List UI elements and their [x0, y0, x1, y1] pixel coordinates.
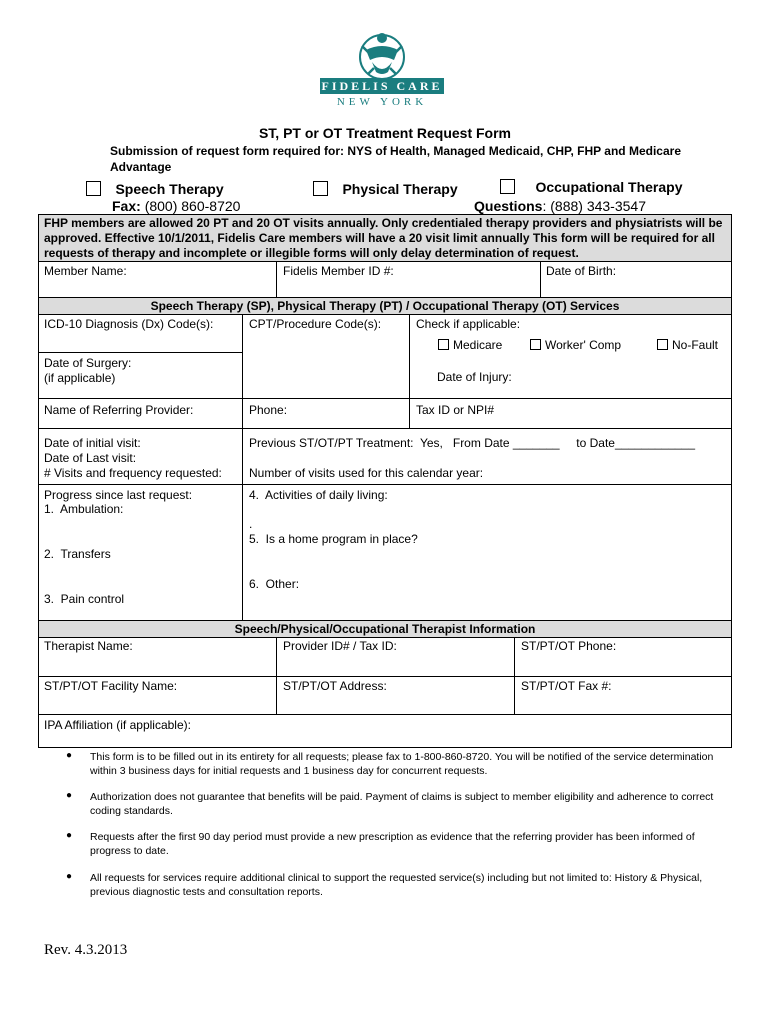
no-fault-label: No-Fault [672, 338, 719, 352]
pain-control-field[interactable]: 3. Pain control [44, 592, 125, 606]
table-rule [276, 637, 277, 714]
table-rule [38, 676, 732, 677]
table-rule [276, 261, 277, 298]
speech-therapy-checkbox[interactable] [86, 181, 101, 196]
other-field[interactable]: 6. Other: [249, 577, 300, 591]
date-of-surgery-field[interactable]: Date of Surgery: [44, 356, 132, 370]
speech-therapy-label: Speech Therapy [115, 180, 224, 197]
last-visit-field[interactable]: Date of Last visit: [44, 451, 137, 465]
speech-therapy-option[interactable] [86, 180, 224, 198]
table-rule [38, 352, 242, 353]
cpt-code-field[interactable]: CPT/Procedure Code(s): [249, 317, 382, 331]
table-rule [38, 714, 732, 715]
bullet-dot: ● [66, 790, 73, 801]
transfers-field[interactable]: 2. Transfers [44, 547, 111, 561]
table-rule [409, 314, 410, 428]
bullet-dot: ● [66, 830, 73, 841]
table-rule [38, 297, 732, 298]
bullet-item: This form is to be filled out in its entirety for all requests; please fax to 1-800-860-8720. You will be notified of the service determination within 3 business days for initial requests and 1 business day for concurrent requests. [90, 751, 714, 777]
workers-comp-option[interactable] [530, 338, 621, 353]
medicare-label: Medicare [453, 338, 503, 352]
fax-number: (800) 860-8720 [144, 198, 241, 214]
questions-number: : (888) 343-3547 [542, 198, 646, 214]
physical-therapy-label: Physical Therapy [342, 180, 458, 197]
table-rule [38, 261, 732, 262]
date-of-birth-field[interactable]: Date of Birth: [546, 264, 617, 278]
medicare-option[interactable] [438, 338, 502, 353]
table-rule [38, 214, 732, 215]
table-rule [38, 428, 732, 429]
subtitle: Submission of request form required for: NYS of Health, Managed Medicaid, CHP, FHP and Medicare Advantage [110, 144, 681, 174]
surgery-applicable-note: (if applicable) [44, 371, 116, 385]
table-border-left [38, 214, 39, 748]
ipa-affiliation-field[interactable]: IPA Affiliation (if applicable): [44, 718, 191, 732]
table-rule [242, 314, 243, 620]
table-rule [514, 637, 515, 714]
provider-id-field[interactable]: Provider ID# / Tax ID: [283, 639, 397, 653]
questions-line [474, 198, 646, 214]
previous-treatment-field[interactable]: Previous ST/OT/PT Treatment: Yes, From Date _______ to Date____________ [249, 436, 696, 450]
table-rule [38, 637, 732, 638]
table-border-right [731, 214, 732, 748]
bullet-item: Authorization does not guarantee that benefits will be paid. Payment of claims is subject to member eligibility and adherence to correct coding standards. [90, 791, 714, 817]
occupational-therapy-checkbox[interactable] [500, 179, 515, 194]
occupational-therapy-option[interactable] [500, 178, 683, 196]
page-title: ST, PT or OT Treatment Request Form [258, 125, 512, 141]
check-if-applicable-label: Check if applicable: [416, 317, 521, 331]
therapist-name-field[interactable]: Therapist Name: [44, 639, 133, 653]
member-name-field[interactable]: Member Name: [44, 264, 127, 278]
fidelis-care-people-circle-logo [316, 24, 448, 84]
therapist-header: Speech/Physical/Occupational Therapist Information [234, 622, 536, 636]
tax-id-field[interactable]: Tax ID or NPI# [416, 403, 495, 417]
bullet-dot: ● [66, 871, 73, 882]
fax-line [112, 198, 240, 214]
questions-label: Questions [474, 198, 543, 214]
services-header: Speech Therapy (SP), Physical Therapy (PT) / Occupational Therapy (OT) Services [150, 299, 620, 313]
table-rule [38, 484, 732, 485]
referring-phone-field[interactable]: Phone: [249, 403, 288, 417]
revision-label: Rev. 4.3.2013 [44, 942, 128, 958]
bullet-dot: ● [66, 750, 73, 761]
home-program-field[interactable]: 5. Is a home program in place? [249, 532, 418, 546]
table-rule [540, 261, 541, 298]
icd-code-field[interactable]: ICD-10 Diagnosis (Dx) Code(s): [44, 317, 214, 331]
visits-used-field[interactable]: Number of visits used for this calendar year: [249, 466, 484, 480]
progress-label: Progress since last request: [44, 488, 193, 502]
physical-therapy-checkbox[interactable] [313, 181, 328, 196]
bullet-item: Requests after the first 90 day period must provide a new prescription as evidence that the referring provider has been informed of progress to date. [90, 831, 695, 857]
daily-living-field[interactable]: 4. Activities of daily living: [249, 488, 388, 502]
table-rule [38, 314, 732, 315]
ambulation-field[interactable]: 1. Ambulation: [44, 502, 124, 516]
daily-living-dot: . [249, 517, 253, 531]
no-fault-checkbox[interactable] [657, 339, 668, 350]
brand-name: FIDELIS CARE [321, 79, 443, 93]
fidelis-logo [316, 24, 448, 110]
no-fault-option[interactable] [657, 338, 718, 353]
therapist-phone-field[interactable]: ST/PT/OT Phone: [521, 639, 617, 653]
referring-provider-field[interactable]: Name of Referring Provider: [44, 403, 194, 417]
fax-label: Fax: [112, 198, 141, 214]
table-rule [38, 747, 732, 748]
member-id-field[interactable]: Fidelis Member ID #: [283, 264, 394, 278]
therapist-fax-field[interactable]: ST/PT/OT Fax #: [521, 679, 612, 693]
visits-frequency-field[interactable]: # Visits and frequency requested: [44, 466, 222, 480]
initial-visit-field[interactable]: Date of initial visit: [44, 436, 141, 450]
medicare-checkbox[interactable] [438, 339, 449, 350]
physical-therapy-option[interactable] [313, 180, 458, 198]
therapist-address-field[interactable]: ST/PT/OT Address: [283, 679, 387, 693]
table-rule [38, 398, 732, 399]
facility-name-field[interactable]: ST/PT/OT Facility Name: [44, 679, 178, 693]
bullet-item: All requests for services require additional clinical to support the requested service(s) including but not limited to: History & Physical, previous diagnostic tests and consultation reports. [90, 872, 703, 898]
occupational-therapy-label: Occupational Therapy [535, 178, 683, 195]
date-of-injury-field[interactable]: Date of Injury: [437, 370, 512, 384]
brand-region: NEW YORK [336, 96, 428, 108]
workers-comp-checkbox[interactable] [530, 339, 541, 350]
fhp-notice: FHP members are allowed 20 PT and 20 OT visits annually. Only credentialed therapy providers and physiatrists will be approved. Effective 10/1/2011, Fidelis Care members will have a 20 visit limit annually This form will be required for all requests of therapy and incomplete or illegible forms will only delay determination of request. [44, 216, 723, 260]
workers-comp-label: Worker' Comp [545, 338, 622, 352]
table-rule [38, 620, 732, 621]
